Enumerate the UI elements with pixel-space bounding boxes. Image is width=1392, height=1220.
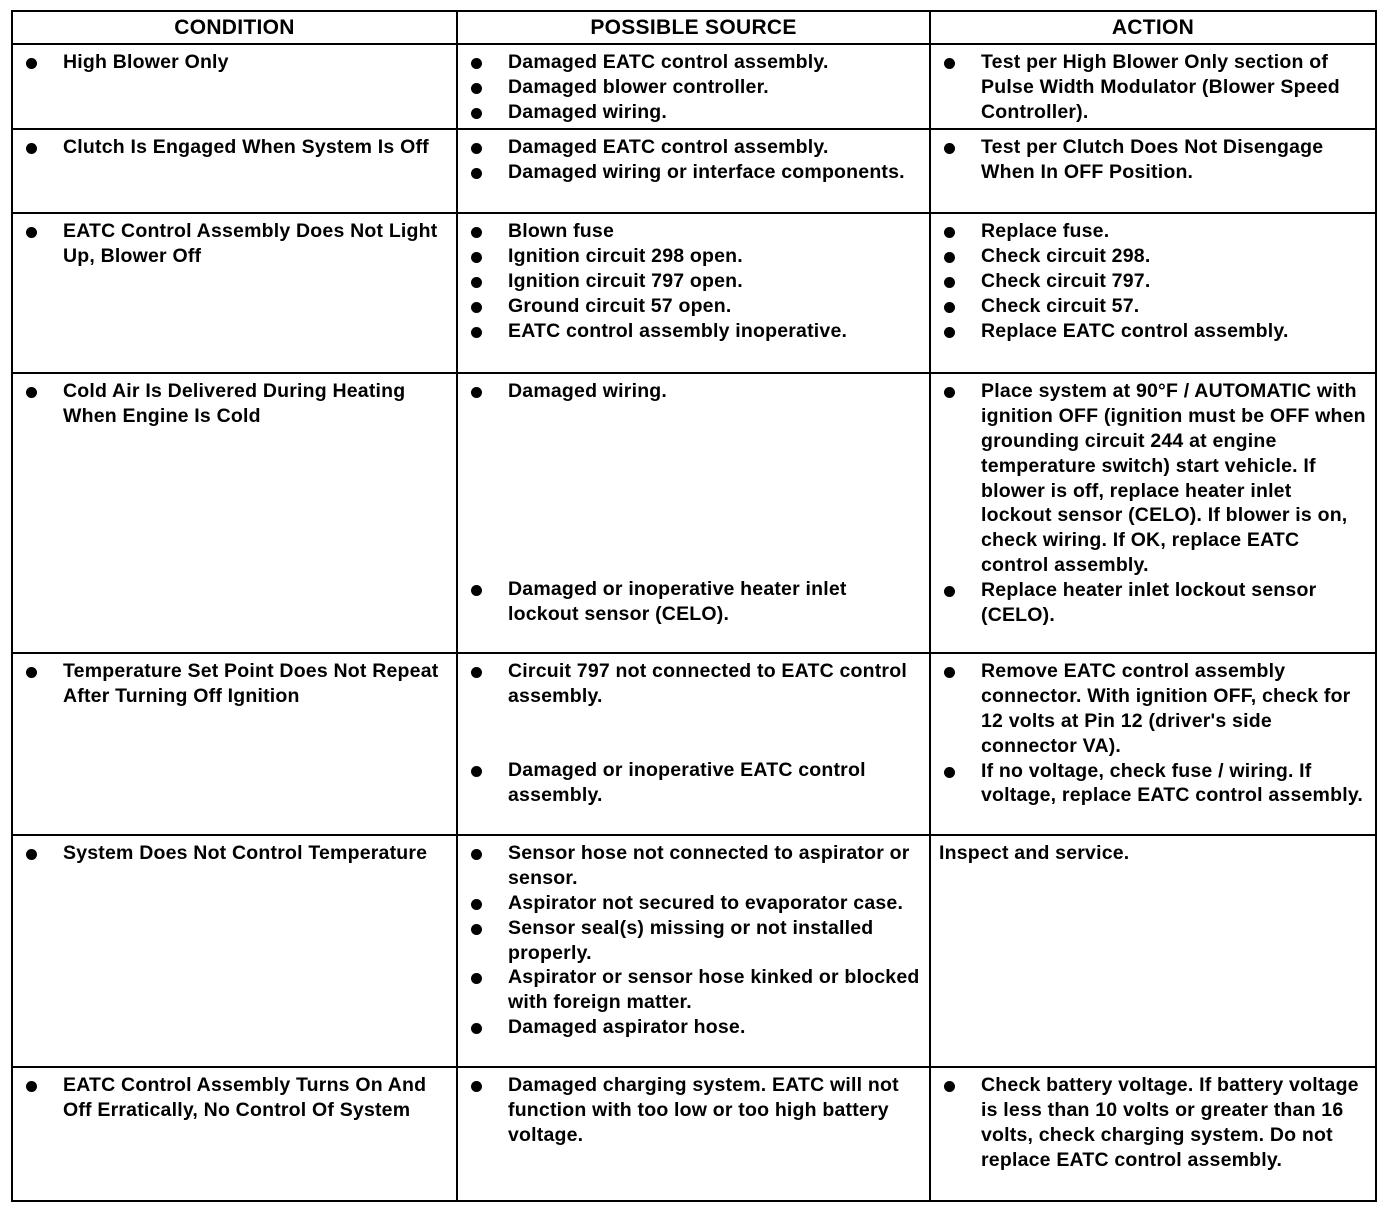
condition-cell xyxy=(12,213,457,373)
condition-cell xyxy=(12,129,457,213)
source-item: Damaged wiring. xyxy=(466,379,921,404)
header-condition: CONDITION xyxy=(12,11,457,44)
condition-cell xyxy=(12,835,457,1067)
action-item: Place system at 90°F / AUTOMATIC with ignition OFF (ignition must be OFF when grounding circuit 244 at engine temperature switch) start vehicle. If blower is off, replace heater inlet lockout sensor (CELO). If blower is on, check wiring. If OK, replace EATC control assembly. xyxy=(939,379,1367,577)
table-row xyxy=(12,653,1376,835)
table-row xyxy=(12,44,1376,129)
spacer xyxy=(466,709,921,758)
action-item: Test per Clutch Does Not Disengage When In OFF Position. xyxy=(939,135,1367,185)
source-cell xyxy=(457,213,930,373)
action-cell xyxy=(930,835,1376,1067)
source-item: Aspirator not secured to evaporator case. xyxy=(466,891,921,916)
action-item: Replace heater inlet lockout sensor (CELO). xyxy=(939,578,1367,628)
source-item: Damaged wiring. xyxy=(466,100,921,125)
action-item: Remove EATC control assembly connector. With ignition OFF, check for 12 volts at Pin 12 (driver's side connector VA). xyxy=(939,659,1367,758)
source-item: Damaged wiring or interface components. xyxy=(466,160,921,185)
source-cell xyxy=(457,835,930,1067)
condition-cell xyxy=(12,373,457,653)
condition-text: High Blower Only xyxy=(21,50,448,75)
table-row xyxy=(12,373,1376,653)
source-item: Damaged EATC control assembly. xyxy=(466,50,921,75)
condition-text: Temperature Set Point Does Not Repeat After Turning Off Ignition xyxy=(21,659,448,709)
action-item: If no voltage, check fuse / wiring. If voltage, replace EATC control assembly. xyxy=(939,759,1367,809)
action-cell xyxy=(930,653,1376,835)
source-item: Circuit 797 not connected to EATC control assembly. xyxy=(466,659,921,709)
source-item: Ignition circuit 298 open. xyxy=(466,244,921,269)
action-item: Test per High Blower Only section of Pulse Width Modulator (Blower Speed Controller). xyxy=(939,50,1367,124)
action-item: Check circuit 57. xyxy=(939,294,1367,319)
header-row xyxy=(12,11,1376,44)
condition-text: EATC Control Assembly Does Not Light Up, Blower Off xyxy=(21,219,448,269)
header-action: ACTION xyxy=(930,11,1376,44)
source-item: Damaged charging system. EATC will not function with too low or too high battery voltage. xyxy=(466,1073,921,1147)
header-possible-source: POSSIBLE SOURCE xyxy=(457,11,930,44)
action-item: Check circuit 797. xyxy=(939,269,1367,294)
source-item: Damaged or inoperative heater inlet lockout sensor (CELO). xyxy=(466,577,921,627)
source-item: Blown fuse xyxy=(466,219,921,244)
condition-text: Cold Air Is Delivered During Heating When Engine Is Cold xyxy=(21,379,448,429)
source-item: Sensor seal(s) missing or not installed properly. xyxy=(466,916,921,966)
condition-text: EATC Control Assembly Turns On And Off Erratically, No Control Of System xyxy=(21,1073,448,1123)
action-cell xyxy=(930,44,1376,129)
source-cell xyxy=(457,1067,930,1201)
table-row xyxy=(12,129,1376,213)
condition-text: Clutch Is Engaged When System Is Off xyxy=(21,135,448,160)
source-item: Ignition circuit 797 open. xyxy=(466,269,921,294)
source-item: Damaged or inoperative EATC control assembly. xyxy=(466,758,921,808)
action-item: Replace fuse. xyxy=(939,219,1367,244)
condition-text: System Does Not Control Temperature xyxy=(21,841,448,866)
source-cell xyxy=(457,129,930,213)
diagnosis-table xyxy=(11,10,1377,1202)
spacer xyxy=(466,404,921,577)
condition-cell xyxy=(12,653,457,835)
action-item: Check circuit 298. xyxy=(939,244,1367,269)
source-item: Ground circuit 57 open. xyxy=(466,294,921,319)
action-cell xyxy=(930,373,1376,653)
action-item: Replace EATC control assembly. xyxy=(939,319,1367,344)
condition-cell xyxy=(12,1067,457,1201)
action-cell xyxy=(930,1067,1376,1201)
source-cell xyxy=(457,44,930,129)
condition-cell xyxy=(12,44,457,129)
source-item: Damaged aspirator hose. xyxy=(466,1015,921,1040)
action-text: Inspect and service. xyxy=(939,842,1130,865)
table-row xyxy=(12,835,1376,1067)
source-item: Damaged blower controller. xyxy=(466,75,921,100)
action-cell xyxy=(930,129,1376,213)
source-item: Damaged EATC control assembly. xyxy=(466,135,921,160)
source-cell xyxy=(457,653,930,835)
table-row xyxy=(12,1067,1376,1201)
source-cell xyxy=(457,373,930,653)
action-item: Check battery voltage. If battery voltage is less than 10 volts or greater than 16 volts, check charging system. Do not replace EATC control assembly. xyxy=(939,1073,1367,1172)
table-row xyxy=(12,213,1376,373)
source-item: Aspirator or sensor hose kinked or blocked with foreign matter. xyxy=(466,965,921,1015)
source-item: EATC control assembly inoperative. xyxy=(466,319,921,344)
source-item: Sensor hose not connected to aspirator or sensor. xyxy=(466,841,921,891)
action-cell xyxy=(930,213,1376,373)
